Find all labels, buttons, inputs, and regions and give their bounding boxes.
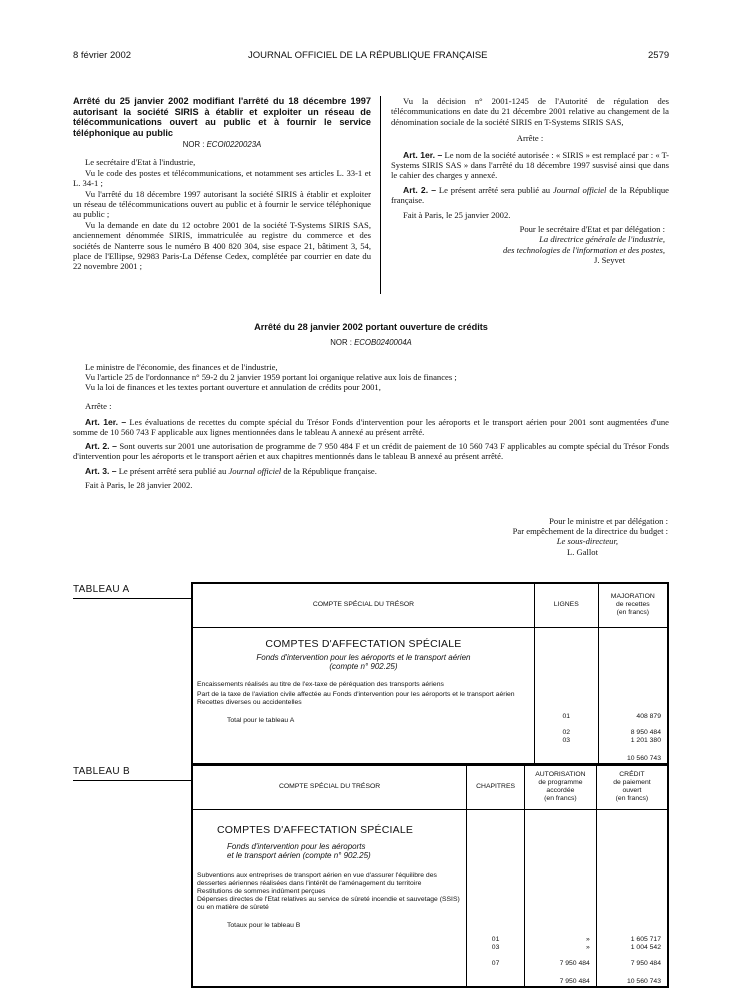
credit-01: 1 605 717: [630, 935, 661, 943]
article-3: Art. 3. – Le présent arrêté sera publié au Journal officiel de la République française.: [85, 465, 377, 476]
col-header-compte: COMPTE SPÉCIAL DU TRÉSOR: [192, 583, 534, 627]
tableau-b: [191, 764, 669, 988]
tableau-b-label: TABLEAU B: [73, 766, 130, 777]
col-header-compte: COMPTE SPÉCIAL DU TRÉSOR: [192, 765, 467, 809]
article-2: Art. 2. – Sont ouverts sur 2001 une autorisation de programme de 7 950 484 F et un crédit de paiement de 10 560 743 F applicables au compte spécial du Trésor Fonds d'intervention pour les aéroports et le transport aérien et aux chapitres mentionnés dans le tableau B annexé au présent arrêté.: [73, 441, 669, 462]
table-body-row: [192, 627, 668, 764]
signature-block: Pour le secrétaire d'Etat et par délégation : La directrice générale de l'industrie, des technologies de l'information et des postes, J. Seyvet: [503, 224, 665, 266]
header-page-number: 2579: [648, 50, 670, 61]
row-label-01: Subventions aux entreprises de transport aérien en vue d'assurer l'équilibre des dessertes aériennes réalisées dans l'intérêt de l'aménagement du territoire: [197, 871, 437, 887]
total-value: 10 560 743: [626, 754, 661, 762]
col-header-chapitres: CHAPITRES: [467, 765, 525, 809]
arrete1-visas: [73, 157, 371, 271]
tableau-a-underline: [73, 598, 191, 599]
col-header-majoration: MAJORATION de recettes (en francs): [598, 583, 668, 627]
section-title: COMPTES D'AFFECTATION SPÉCIALE: [217, 823, 414, 836]
arrete1-right-column: [391, 96, 669, 266]
tableau-a-label: TABLEAU A: [73, 584, 130, 595]
row-label-03: Recettes diverses ou accidentelles: [197, 698, 302, 706]
column-divider: [380, 96, 381, 294]
fund-account: (compte n° 902.25): [329, 661, 398, 671]
ligne-03: 03: [562, 736, 571, 744]
row-label-02: Part de la taxe de l'aviation civile affectée au Fonds d'intervention pour les aéroports et le transport aérien: [197, 690, 515, 698]
tableau-b-underline: [73, 780, 191, 781]
header-journal: JOURNAL OFFICIEL DE LA RÉPUBLIQUE FRANÇAISE: [248, 50, 488, 61]
article-2: Art. 2. – Le présent arrêté sera publié au Journal officiel de la République française.: [391, 184, 669, 206]
col-header-autorisation: AUTORISATION de programme accordée (en francs): [525, 765, 597, 809]
col-header-credit: CRÉDIT de paiement ouvert (en francs): [596, 765, 668, 809]
visa: Le ministre de l'économie, des finances et de l'industrie,: [85, 362, 278, 372]
visa: Vu la loi de finances et les textes portant ouverture et annulation de crédits pour 2001,: [85, 382, 381, 393]
table-header-row: [192, 583, 668, 627]
credit-03: 1 004 542: [630, 943, 661, 951]
fait-a-paris: Fait à Paris, le 25 janvier 2002.: [403, 209, 511, 220]
section-title: COMPTES D'AFFECTATION SPÉCIALE: [265, 637, 462, 650]
autorisation-03: »: [586, 943, 590, 951]
visa: Vu la décision n° 2001-1245 de l'Autorité de régulation des télécommunications en date du 21 décembre 2001 relative au changement de la dénomination sociale de la société SIRIS en T-Systems SIRIS SAS,: [391, 96, 669, 127]
visa: Vu l'arrêté du 18 décembre 1997 autorisant la société SIRIS à établir et exploiter un réseau de télécommunications ouvert au public et à fournir le service téléphonique au public ;: [73, 188, 371, 220]
value-01: 408 879: [636, 712, 661, 720]
article-1: Art. 1er. – Le nom de la société autorisée : « SIRIS » est remplacé par : « T-Systems SIRIS SAS » dans l'arrêté du 18 décembre 1997 susvisé ainsi que dans le cahier des charges y annexé.: [391, 149, 670, 181]
arrete-word: Arrête :: [516, 133, 544, 144]
value-03: 1 201 380: [630, 736, 661, 744]
visa: Vu l'article 25 de l'ordonnance n° 59-2 du 2 janvier 1959 portant loi organique relative aux lois de finances ;: [85, 372, 457, 383]
arrete-word: Arrête :: [85, 400, 112, 411]
tableau-a: [191, 582, 669, 765]
arrete2-nor: NOR : ECOB0240004A: [330, 338, 412, 347]
value-02: 8 950 484: [630, 728, 661, 736]
header-date: 8 février 2002: [73, 50, 132, 61]
total-label: Totaux pour le tableau B: [227, 921, 301, 929]
fund-name: Fonds d'intervention pour les aéroports: [227, 841, 366, 851]
total-label: Total pour le tableau A: [227, 716, 295, 724]
autorisation-01: »: [586, 935, 590, 943]
visa: Vu la demande en date du 12 octobre 2001 de la société T-Systems SIRIS SAS, anciennement dénommée SIRIS, immatriculée au registre du commerce et des sociétés de Nanterre sous le numéro B 400 820 304, sise espace 21, bâtiment 3, 54, place de l'Ellipse, 92983 Paris-La Défense Cedex, complétée par courrier en date du 22 novembre 2001 ;: [73, 219, 371, 272]
fund-account: et le transport aérien (compte n° 902.25): [227, 850, 371, 860]
autorisation-07: 7 950 484: [559, 959, 590, 967]
row-label-07: Dépenses directes de l'Etat relatives au service de sûreté incendie et sauvetage (SSIS) ou en matière de sûreté: [197, 895, 460, 911]
visa: Vu le code des postes et télécommunications, et notamment ses articles L. 33-1 et L. 34-1 ;: [73, 167, 371, 189]
table-body-row: [192, 809, 668, 987]
arrete2-title: Arrêté du 28 janvier 2002 portant ouverture de crédits: [254, 322, 488, 332]
chapitre-01: 01: [491, 935, 500, 943]
chapitre-07: 07: [491, 959, 500, 967]
ligne-01: 01: [562, 712, 571, 720]
table-header-row: [192, 765, 668, 809]
row-label-01: Encaissements réalisés au titre de l'ex-taxe de péréquation des transports aériens: [197, 680, 444, 688]
ligne-02: 02: [562, 728, 571, 736]
col-header-lignes: LIGNES: [534, 583, 598, 627]
arrete2-body: [73, 362, 669, 490]
chapitre-03: 03: [491, 943, 500, 951]
visa: Le secrétaire d'Etat à l'industrie,: [85, 157, 196, 168]
row-label-03: Restitutions de sommes indûment perçues: [197, 887, 326, 895]
arrete2-signature: Pour le ministre et par délégation : Par empêchement de la directrice du budget : Le sous-directeur, L. Gallot: [512, 516, 668, 557]
fund-name: Fonds d'intervention pour les aéroports et le transport aérien: [256, 652, 471, 662]
article-1: Art. 1er. – Les évaluations de recettes du compte spécial du Trésor Fonds d'intervention pour les aéroports et le transport aérien pour 2001 sont augmentées d'une somme de 10 560 743 F applicable aux lignes mentionnées dans le tableau A annexé au présent arrêté.: [73, 416, 670, 438]
total-autorisation: 7 950 484: [559, 977, 590, 985]
fait-a-paris: Fait à Paris, le 28 janvier 2002.: [85, 479, 193, 490]
total-credit: 10 560 743: [626, 977, 661, 985]
credit-07: 7 950 484: [630, 959, 661, 967]
arrete1-nor: NOR : ECOI0220023A: [182, 140, 262, 150]
arrete1-left-column: [73, 96, 371, 272]
arrete1-title: Arrêté du 25 janvier 2002 modifiant l'arrêté du 18 décembre 1997 autorisant la société SIRIS à établir et exploiter un réseau de télécommunications ouvert au public et à fournir le service téléphonique au public: [73, 96, 371, 138]
